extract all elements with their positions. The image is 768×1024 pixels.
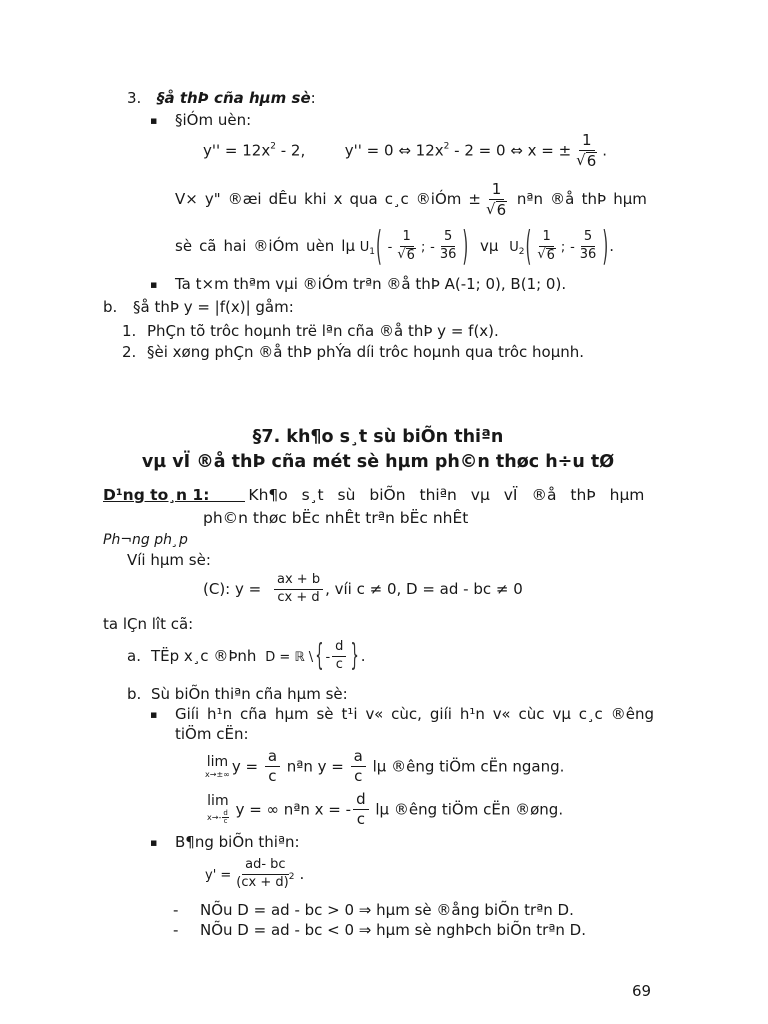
section-7-title-line2: vµ vÏ ®å thÞ cña mét sè hµm ph©n thøc h÷u tØ [141, 452, 615, 472]
exponent: 2 [270, 141, 276, 152]
point-label: U [509, 240, 519, 256]
extra-points-text: Ta t×m thªm vµi ®iÓm trªn ®å thÞ A(-1; 0), B(1; 0). [175, 275, 567, 293]
list-item [122, 342, 584, 362]
limits-text-line2: tiÖm cËn: [175, 725, 249, 743]
problem-type-title-line2: ph©n thøc bËc nhÊt trªn bËc nhÊt [203, 509, 469, 527]
fraction [222, 810, 228, 826]
list-item-text: PhÇn tõ trôc hoµnh trë lªn cña ®å thÞ y = f(x). [147, 322, 499, 340]
fraction-denominator: 36 [579, 247, 597, 263]
inflection-bullet-line [150, 110, 251, 131]
fraction-numerator: d [332, 640, 346, 657]
limit-subscript-text: x→- [207, 812, 222, 822]
limit-subscript [207, 810, 229, 826]
open-paren: ( [525, 221, 532, 271]
fraction-numerator: ax + b [274, 573, 323, 590]
table-label: B¶ng biÕn thiªn: [175, 833, 300, 851]
underline-spacer [209, 487, 245, 502]
inflection-point-u2 [509, 221, 609, 271]
sign: - [387, 240, 393, 256]
limit-subscript: x→±∞ [205, 769, 230, 779]
section-7-title-line1: §7. kh¶o s¸t sù biÕn thiªn [252, 427, 504, 447]
exponent: 2 [288, 871, 295, 882]
case-text: NÕu D = ad - bc > 0 ⇒ hµm sè ®ång biÕn trªn D. [200, 901, 574, 919]
extra-points-bullet-line [150, 274, 566, 295]
fraction-denominator [534, 247, 559, 263]
table-bullet-line [150, 832, 300, 853]
fraction [265, 748, 280, 786]
fraction-numerator: 5 [581, 230, 595, 247]
equation-end: . [602, 141, 608, 160]
problem-type-title: Kh¶o s¸t sù biÕn thiªn vµ vÏ ®å thÞ hµm [248, 486, 645, 504]
fraction [534, 230, 559, 263]
inflection-label: §iÓm uèn: [175, 111, 252, 129]
equation-part: y = [231, 757, 259, 776]
given-function-text: Víi hµm sè: [127, 551, 211, 569]
list-item-text: §èi xøng phÇn ®å thÞ phÝa díi trôc hoµnh qua trôc hoµnh. [147, 343, 585, 361]
domain-expression: D = ℝ \ [265, 649, 314, 665]
domain-label: a. [127, 646, 141, 665]
list-item-number: 2. [122, 343, 137, 361]
limits-text: Giíi h¹n cña hµm sè t¹i v« cùc, giíi h¹n v« cùc vµ c¸c ®êng [175, 705, 654, 723]
fraction-denominator: 36 [439, 247, 457, 263]
inflection-points-line [175, 221, 614, 271]
fraction [351, 748, 366, 786]
equation-part: - 2, [280, 141, 306, 160]
square-root [397, 248, 416, 263]
radicand: 6 [546, 247, 555, 263]
fraction-numerator: 1 [489, 181, 505, 200]
method-label: Ph¬ng ph¸p [103, 532, 188, 548]
case-text: NÕu D = ad - bc < 0 ⇒ hµm sè nghÞch biÕn trªn D. [200, 921, 586, 939]
fraction-numerator: 5 [441, 230, 455, 247]
open-brace: { [315, 639, 324, 675]
radical-sign: √ [397, 246, 406, 262]
square-root [537, 248, 556, 263]
sign-change-line [175, 181, 647, 219]
vertical-asymptote-line [207, 791, 563, 829]
fraction [332, 640, 346, 673]
section-3-title: §å thÞ cña hµm sè [157, 89, 311, 107]
and-word: vµ [480, 237, 499, 256]
equation-part: y'' = 0 ⇔ 12x [344, 141, 444, 160]
radical-sign: √ [486, 200, 496, 219]
fraction [577, 230, 600, 263]
dash-marker: - [173, 921, 179, 939]
point-label: U [359, 240, 370, 256]
exponent: 2 [443, 141, 450, 152]
equation-part: lµ ®êng tiÖm cËn ®øng. [375, 800, 564, 819]
sign: - [570, 240, 575, 256]
square-root [486, 201, 507, 219]
fraction [573, 132, 600, 170]
sentence-end: . [360, 646, 366, 665]
fraction-denominator [573, 151, 600, 170]
fraction-numerator: a [265, 748, 280, 767]
radicand: 6 [406, 247, 415, 263]
case-line [173, 900, 574, 920]
fraction-numerator: ad- bc [242, 858, 288, 875]
radicand: 6 [496, 201, 507, 220]
fraction [274, 573, 323, 606]
point-subscript: 1 [369, 247, 376, 258]
inflection-points-text: sè cã hai ®iÓm uèn lµ [175, 237, 355, 256]
page-number: 69 [632, 982, 652, 1000]
denominator-base: (cx + d) [236, 874, 289, 890]
function-conditions: , víi c ≠ 0, D = ad - bc ≠ 0 [325, 579, 523, 598]
close-paren: ) [462, 221, 469, 271]
dash-marker: - [173, 901, 179, 919]
open-paren: ( [376, 221, 382, 271]
fraction-denominator: c [356, 810, 365, 829]
section-3-number: 3. [127, 89, 142, 107]
inflection-point-u1 [359, 221, 469, 271]
close-paren: ) [602, 221, 609, 271]
equation-part: y'' = 12x [203, 141, 271, 160]
fraction [437, 230, 460, 263]
part-b-line [103, 297, 294, 317]
sign: - [430, 240, 435, 256]
bullet-icon: ▪ [150, 836, 158, 849]
equation-part: nªn y = [286, 757, 344, 776]
separator: ; [560, 240, 566, 256]
bullet-icon: ▪ [150, 114, 158, 127]
limit-operator [205, 755, 230, 779]
variation-text: Sù biÕn thiªn cña hµm sè: [151, 685, 348, 703]
fraction-denominator: c [354, 767, 363, 786]
sentence-end: . [609, 237, 614, 256]
bullet-icon: ▪ [150, 278, 158, 291]
domain-line [127, 640, 366, 673]
fraction-numerator: d [223, 808, 228, 817]
sign-change-tail: nªn ®å thÞ hµm [516, 190, 647, 209]
section-3-title-colon: : [310, 89, 316, 107]
fraction-denominator: c [223, 817, 228, 826]
part-b-text: §å thÞ y = |f(x)| gåm: [133, 298, 294, 316]
fraction-denominator [233, 871, 297, 891]
fraction [394, 230, 419, 263]
list-item [122, 321, 499, 341]
bullet-icon: ▪ [150, 708, 158, 721]
fraction-denominator: cx + d [277, 589, 320, 605]
equation-part: - 2 = 0 ⇔ x = ± [454, 141, 572, 160]
list-item-number: 1. [122, 322, 137, 340]
horizontal-asymptote-line [205, 748, 564, 786]
fraction-numerator: 1 [579, 132, 595, 151]
limits-bullet-line [150, 704, 654, 725]
close-brace: } [350, 639, 359, 675]
second-derivative-equation [203, 132, 607, 170]
equation-end: . [299, 864, 305, 883]
equation-part: y = ∞ nªn x = - [235, 800, 352, 819]
section-3-heading [127, 88, 316, 108]
radicand: 6 [586, 152, 597, 171]
fraction [233, 858, 297, 891]
limit-operator [207, 794, 229, 826]
case-line [173, 920, 586, 940]
problem-type-label: D¹ng to¸n 1: [103, 486, 210, 504]
fraction-numerator: d [353, 791, 369, 810]
sign-change-text: V× y" ®æi dÊu khi x qua c¸c ®iÓm ± [175, 190, 481, 209]
fraction [353, 791, 369, 829]
equation-part: lµ ®êng tiÖm cËn ngang. [372, 757, 565, 776]
sign: - [325, 649, 331, 665]
fraction-numerator: a [351, 748, 366, 767]
derivative-line [205, 858, 304, 891]
separator: ; [420, 240, 426, 256]
fraction-denominator: c [268, 767, 277, 786]
limit-word: lim [207, 792, 229, 809]
fraction-denominator [483, 200, 510, 219]
square-root [576, 152, 597, 170]
radical-sign: √ [576, 151, 586, 170]
fraction [483, 181, 510, 219]
intro-text: ta lÇn lît cã: [103, 615, 194, 633]
fraction-numerator: 1 [539, 230, 553, 247]
part-b-label: b. [103, 298, 118, 316]
fraction-denominator: c [335, 656, 343, 672]
domain-text: TËp x¸c ®Þnh [151, 646, 257, 665]
limit-word: lim [206, 753, 229, 770]
function-definition [203, 573, 523, 606]
variation-line [127, 684, 348, 704]
equation-part: y' = [205, 867, 232, 883]
point-subscript: 2 [518, 247, 525, 258]
fraction-denominator [394, 247, 419, 263]
function-prefix: (C): y = [203, 579, 262, 598]
problem-type-line1 [103, 485, 644, 505]
fraction-numerator: 1 [400, 230, 414, 247]
radical-sign: √ [537, 246, 546, 262]
variation-label: b. [127, 685, 142, 703]
